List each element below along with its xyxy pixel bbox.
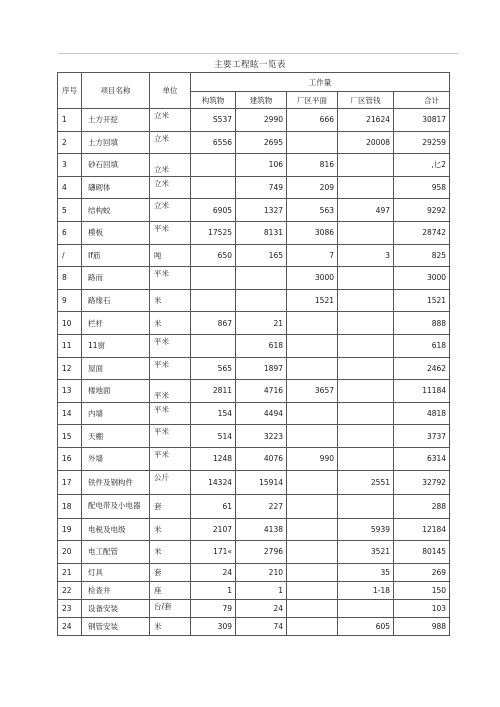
row-plant-plane: [287, 518, 338, 541]
row-unit: 平米: [150, 402, 191, 425]
row-plant-pipes: 3521: [338, 541, 394, 564]
row-buildings: 8131: [236, 221, 287, 244]
row-plant-plane: 7: [287, 244, 338, 267]
row-unit: 平米: [150, 380, 191, 403]
row-unit: 平米: [150, 357, 191, 380]
header-buildings: 建筑物: [236, 92, 287, 109]
row-unit: 米: [150, 312, 191, 335]
row-structures: 14324: [191, 470, 236, 494]
table-row: [58, 402, 450, 425]
row-structures: [191, 334, 236, 357]
top-rule: [58, 53, 458, 54]
row-plant-pipes: 2551: [338, 470, 394, 494]
row-structures: 6905: [191, 199, 236, 222]
row-buildings: [236, 289, 287, 312]
row-unit: 平米: [150, 334, 191, 357]
row-plant-pipes: 1-18: [338, 581, 394, 599]
row-plant-plane: [287, 470, 338, 494]
row-plant-plane: [287, 334, 338, 357]
row-structures: 24: [191, 563, 236, 581]
row-seq: 2: [58, 131, 82, 154]
row-buildings: 210: [236, 563, 287, 581]
row-seq: 9: [58, 289, 82, 312]
row-buildings: 227: [236, 494, 287, 518]
row-structures: 514: [191, 425, 236, 448]
row-plant-plane: 3000: [287, 267, 338, 290]
row-plant-pipes: [338, 334, 394, 357]
row-total: 30817: [394, 109, 450, 132]
row-plant-pipes: 20008: [338, 131, 394, 154]
table-row: [58, 221, 450, 244]
table-row: [58, 425, 450, 448]
row-total: 288: [394, 494, 450, 518]
row-seq: 4: [58, 176, 82, 199]
table-row: [58, 154, 450, 177]
row-plant-plane: 3086: [287, 221, 338, 244]
row-item-name: 检查井: [82, 581, 150, 599]
row-structures: 309: [191, 617, 236, 635]
row-plant-pipes: [338, 599, 394, 617]
row-plant-pipes: [338, 357, 394, 380]
row-seq: 3: [58, 154, 82, 177]
header-plant-pipes: 厂区管钱: [338, 92, 394, 109]
table-row: [58, 447, 450, 470]
row-buildings: 4138: [236, 518, 287, 541]
table-row: [58, 599, 450, 617]
works-table: [57, 72, 450, 636]
row-item-name: 路而: [82, 267, 150, 290]
row-buildings: 4494: [236, 402, 287, 425]
row-plant-pipes: [338, 494, 394, 518]
row-structures: [191, 289, 236, 312]
table-row: [58, 563, 450, 581]
row-buildings: 2695: [236, 131, 287, 154]
row-unit: 套: [150, 494, 191, 518]
row-unit: 座: [150, 581, 191, 599]
row-seq: 8: [58, 267, 82, 290]
row-seq: 10: [58, 312, 82, 335]
row-structures: 1248: [191, 447, 236, 470]
row-total: 6314: [394, 447, 450, 470]
row-total: 150: [394, 581, 450, 599]
row-buildings: 15914: [236, 470, 287, 494]
row-unit: 立米: [150, 131, 191, 154]
row-unit: 公斤: [150, 470, 191, 494]
row-item-name: 结构蛟: [82, 199, 150, 222]
row-seq: 22: [58, 581, 82, 599]
row-structures: 650: [191, 244, 236, 267]
row-plant-plane: 209: [287, 176, 338, 199]
row-plant-plane: [287, 312, 338, 335]
row-buildings: 749: [236, 176, 287, 199]
row-structures: 61: [191, 494, 236, 518]
row-plant-pipes: [338, 289, 394, 312]
row-plant-plane: [287, 581, 338, 599]
row-unit: 平米: [150, 447, 191, 470]
row-plant-plane: [287, 563, 338, 581]
row-structures: 154: [191, 402, 236, 425]
row-plant-pipes: [338, 425, 394, 448]
row-item-name: 栏杆: [82, 312, 150, 335]
row-total: 103: [394, 599, 450, 617]
row-total: 3737: [394, 425, 450, 448]
row-structures: 565: [191, 357, 236, 380]
row-total: 29259: [394, 131, 450, 154]
table-row: [58, 357, 450, 380]
row-seq: 14: [58, 402, 82, 425]
row-total: 618: [394, 334, 450, 357]
row-seq: 11: [58, 334, 82, 357]
row-item-name: 砂石回填: [82, 154, 150, 177]
row-buildings: 2990: [236, 109, 287, 132]
row-unit: 套: [150, 563, 191, 581]
row-buildings: 4076: [236, 447, 287, 470]
row-unit: 立米: [150, 199, 191, 222]
table-row: [58, 581, 450, 599]
row-item-name: 灯具: [82, 563, 150, 581]
row-item-name: 铁件及钢构件: [82, 470, 150, 494]
row-plant-pipes: [338, 380, 394, 403]
row-seq: 5: [58, 199, 82, 222]
row-total: ,匕2: [394, 154, 450, 177]
table-row: [58, 617, 450, 635]
row-seq: 18: [58, 494, 82, 518]
row-buildings: 106: [236, 154, 287, 177]
table-row: [58, 334, 450, 357]
table-row: [58, 541, 450, 564]
row-total: 988: [394, 617, 450, 635]
row-plant-pipes: [338, 402, 394, 425]
row-total: 32792: [394, 470, 450, 494]
row-item-name: 土方回填: [82, 131, 150, 154]
row-item-name: 楼地面: [82, 380, 150, 403]
row-item-name: 外墙: [82, 447, 150, 470]
row-item-name: 内墙: [82, 402, 150, 425]
row-plant-plane: 3657: [287, 380, 338, 403]
row-buildings: 1327: [236, 199, 287, 222]
row-seq: 21: [58, 563, 82, 581]
row-item-name: 路缘石: [82, 289, 150, 312]
header-structures: 构筑物: [191, 92, 236, 109]
row-plant-pipes: [338, 176, 394, 199]
row-structures: 17525: [191, 221, 236, 244]
row-total: 12184: [394, 518, 450, 541]
table-row: [58, 199, 450, 222]
row-plant-plane: [287, 402, 338, 425]
row-structures: [191, 267, 236, 290]
row-unit: 平米: [150, 221, 191, 244]
row-unit: 米: [150, 289, 191, 312]
row-total: 888: [394, 312, 450, 335]
row-seq: 24: [58, 617, 82, 635]
row-total: 958: [394, 176, 450, 199]
page-title: 主要工程眩一览表: [213, 60, 286, 70]
row-plant-pipes: [338, 154, 394, 177]
row-structures: 867: [191, 312, 236, 335]
row-item-name: 土方开挖: [82, 109, 150, 132]
row-buildings: 24: [236, 599, 287, 617]
row-structures: 79: [191, 599, 236, 617]
row-structures: 1: [191, 581, 236, 599]
table-row: [58, 518, 450, 541]
row-total: 825: [394, 244, 450, 267]
row-item-name: 钢管安装: [82, 617, 150, 635]
row-unit: 台/套: [150, 599, 191, 617]
row-total: 2462: [394, 357, 450, 380]
row-plant-plane: [287, 541, 338, 564]
row-unit: 立米: [150, 176, 191, 199]
row-plant-pipes: 605: [338, 617, 394, 635]
row-buildings: 1897: [236, 357, 287, 380]
row-structures: 6556: [191, 131, 236, 154]
row-unit: 立米: [150, 154, 191, 177]
row-seq: 20: [58, 541, 82, 564]
row-total: 80145: [394, 541, 450, 564]
table-row: [58, 312, 450, 335]
row-plant-pipes: 35: [338, 563, 394, 581]
row-plant-plane: [287, 425, 338, 448]
row-unit: 平米: [150, 267, 191, 290]
row-seq: 15: [58, 425, 82, 448]
row-structures: [191, 176, 236, 199]
table-row: [58, 267, 450, 290]
table-row: [58, 494, 450, 518]
row-item-name: 礴砌体: [82, 176, 150, 199]
row-plant-plane: [287, 494, 338, 518]
table-row: [58, 289, 450, 312]
row-item-name: If筋: [82, 244, 150, 267]
row-seq: 23: [58, 599, 82, 617]
row-plant-plane: 990: [287, 447, 338, 470]
row-seq: /: [58, 244, 82, 267]
row-plant-pipes: [338, 447, 394, 470]
row-buildings: 74: [236, 617, 287, 635]
row-structures: 171«: [191, 541, 236, 564]
row-plant-pipes: 3: [338, 244, 394, 267]
row-plant-pipes: [338, 221, 394, 244]
row-seq: 1: [58, 109, 82, 132]
row-total: 1521: [394, 289, 450, 312]
row-buildings: 618: [236, 334, 287, 357]
row-unit: 吨: [150, 244, 191, 267]
row-structures: 2811: [191, 380, 236, 403]
row-total: 3000: [394, 267, 450, 290]
row-plant-plane: [287, 599, 338, 617]
row-buildings: 21: [236, 312, 287, 335]
row-plant-pipes: 497: [338, 199, 394, 222]
row-item-name: 11窗: [82, 334, 150, 357]
row-unit: 平米: [150, 425, 191, 448]
header-total: 合计: [394, 92, 450, 109]
row-item-name: 电税及电级: [82, 518, 150, 541]
row-total: 9292: [394, 199, 450, 222]
row-item-name: 屋面: [82, 357, 150, 380]
row-plant-plane: [287, 357, 338, 380]
table-row: [58, 244, 450, 267]
row-seq: 17: [58, 470, 82, 494]
row-total: 11184: [394, 380, 450, 403]
row-total: 4818: [394, 402, 450, 425]
row-item-name: 电工配管: [82, 541, 150, 564]
row-plant-plane: 1521: [287, 289, 338, 312]
table-row: [58, 380, 450, 403]
row-unit: 米: [150, 617, 191, 635]
row-plant-plane: 666: [287, 109, 338, 132]
row-seq: 13: [58, 380, 82, 403]
header-unit: 单位: [150, 73, 191, 109]
header-plant-plane: 厂区平面: [287, 92, 338, 109]
row-unit: 米: [150, 541, 191, 564]
header-work: 工作量: [191, 73, 450, 92]
row-buildings: 165: [236, 244, 287, 267]
row-plant-plane: [287, 617, 338, 635]
row-item-name: 天棚: [82, 425, 150, 448]
row-plant-plane: 563: [287, 199, 338, 222]
table-row: [58, 109, 450, 132]
row-item-name: 模板: [82, 221, 150, 244]
row-unit: 米: [150, 518, 191, 541]
row-plant-pipes: 5939: [338, 518, 394, 541]
row-structures: [191, 154, 236, 177]
row-plant-plane: [287, 131, 338, 154]
row-buildings: 2796: [236, 541, 287, 564]
row-seq: 19: [58, 518, 82, 541]
header-name: 项目名称: [82, 73, 150, 109]
row-plant-pipes: [338, 312, 394, 335]
row-total: 269: [394, 563, 450, 581]
row-buildings: [236, 267, 287, 290]
row-buildings: 3223: [236, 425, 287, 448]
header-seq: 序号: [58, 73, 82, 109]
table-row: [58, 131, 450, 154]
row-buildings: 4716: [236, 380, 287, 403]
row-plant-pipes: [338, 267, 394, 290]
row-seq: 12: [58, 357, 82, 380]
row-item-name: 设备安装: [82, 599, 150, 617]
row-seq: 6: [58, 221, 82, 244]
row-plant-pipes: 21624: [338, 109, 394, 132]
row-buildings: 1: [236, 581, 287, 599]
row-seq: 16: [58, 447, 82, 470]
row-item-name: 配电带及小电器: [82, 494, 150, 518]
row-plant-plane: 816: [287, 154, 338, 177]
row-unit: 立米: [150, 109, 191, 132]
row-structures: 2107: [191, 518, 236, 541]
table-row: [58, 470, 450, 494]
row-total: 28742: [394, 221, 450, 244]
row-structures: S537: [191, 109, 236, 132]
table-row: [58, 176, 450, 199]
